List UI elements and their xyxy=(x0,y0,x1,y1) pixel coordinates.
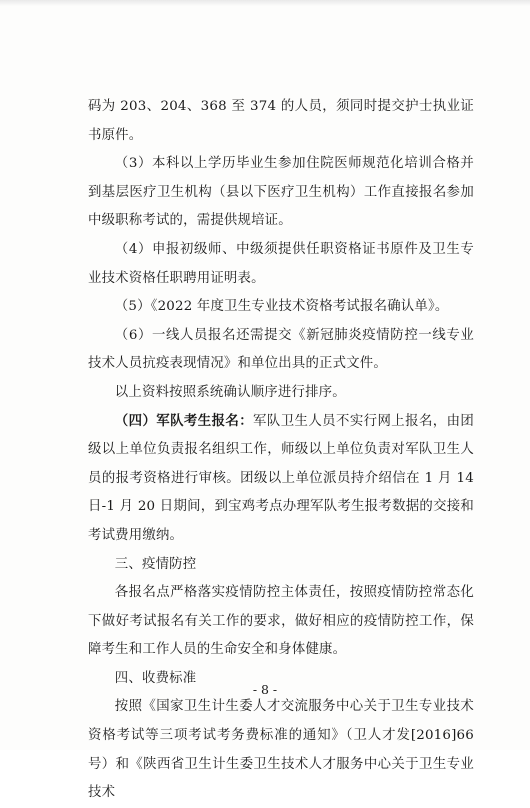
subsection-title: （四）军队考生报名： xyxy=(114,413,254,429)
scan-edge xyxy=(0,0,530,6)
document-body xyxy=(88,93,474,808)
paragraph-text: 军队卫生人员不实行网上报名，由团级以上单位负责报名组织工作，师级以上单位负责对军队卫生人员的报考资格进行审核。团级以上单位派员持介绍信在 1 月 14 日-1 月 20 日期间，到宝鸡考点办理军队考生报考数据的交接和考试费用缴纳。 xyxy=(88,413,475,543)
subsection-paragraph xyxy=(88,408,474,551)
body-paragraph: 以上资料按照系统确认顺序进行排序。 xyxy=(114,384,346,400)
body-paragraph: （4）申报初级师、中级须提供任职资格证书原件及卫生专业技术资格任职聘用证明表。 xyxy=(88,241,474,286)
body-paragraph: （3）本科以上学历毕业生参加住院医师规范化培训合格并到基层医疗卫生机构（县以下医疗卫生机构）工作直接报名参加中级职称考试的，需提供规培证。 xyxy=(88,156,474,229)
page-number: - 8 - xyxy=(252,682,278,697)
body-paragraph: 各报名点严格落实疫情防控主体责任，按照疫情防控常态化下做好考试报名有关工作的要求，做好相应的疫情防控工作，保障考生和工作人员的生命安全和身体健康。 xyxy=(88,585,474,658)
body-paragraph: 按照《国家卫生计生委人才交流服务中心关于卫生专业技术资格考试等三项考试考务费标准的通知》（卫人才发[2016]66 号）和《陕西省卫生计生委卫生技术人才服务中心关于卫生专业技术 xyxy=(88,699,474,801)
body-paragraph: （6）一线人员报名还需提交《新冠肺炎疫情防控一线专业技术人员抗疫表现情况》和单位出具的正式文件。 xyxy=(88,327,474,372)
section-heading: 三、疫情防控 xyxy=(114,556,197,572)
body-paragraph: （5）《2022 年度卫生专业技术资格考试报名确认单》。 xyxy=(114,299,449,315)
body-paragraph: 码为 203、204、368 至 374 的人员，须同时提交护士执业证书原件。 xyxy=(88,99,474,143)
section-heading: 四、收费标准 xyxy=(114,670,197,686)
